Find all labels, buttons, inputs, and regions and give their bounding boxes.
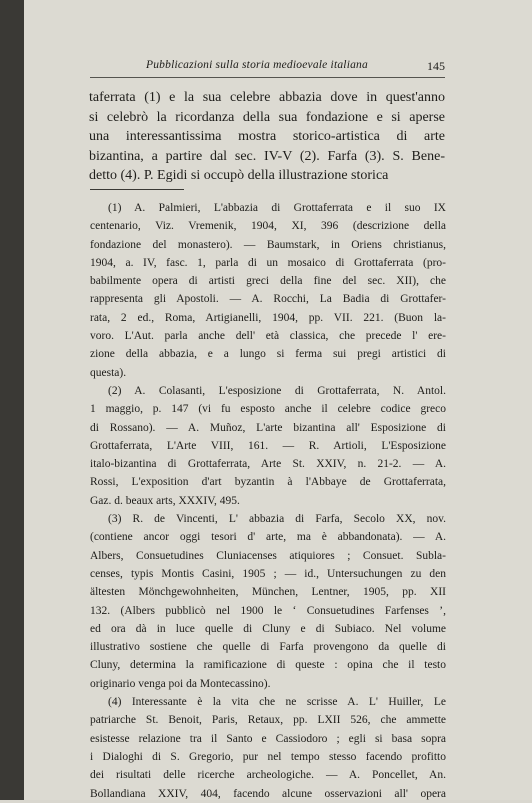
page-number: 145	[427, 59, 445, 73]
footnote-4	[90, 693, 446, 803]
footnote-line: 1 maggio, p. 147 (vi fu esposto anche il celebre codice greco	[90, 403, 446, 416]
body-line: si celebrò la ricordanza della sua fondazione e si aperse	[89, 109, 445, 125]
footnote-line: fondazione del monastero). — Baumstark, in Oriens christianus,	[90, 238, 446, 251]
footnote-line: (3) R. de Vincenti, L' abbazia di Farfa, Secolo XX, nov.	[108, 513, 446, 526]
footnote-3	[90, 510, 446, 693]
footnote-line: 132. (Albers pubblicò nel 1900 le ‘ Consuetudines Farfenses ’,	[90, 604, 446, 617]
footnote-line: illustrativo sostiene che quelle di Farfa provengono da quelle di	[90, 641, 446, 654]
header-rule	[90, 77, 445, 78]
footnote-line: patriarche St. Benoit, Paris, Retaux, pp. LXII 526, che ammette	[90, 714, 446, 727]
footnote-line: zione della abbazia, e a lungo si ferma sui pregi artistici di	[90, 348, 446, 361]
footnote-line: esistesse relazione tra il Santo e Cassiodoro ; egli si basa sopra	[90, 732, 446, 745]
footnotes	[90, 199, 446, 803]
footnote-line: (contiene ancor oggi tesori d' arte, ma è abbandonata). — A.	[90, 531, 446, 544]
footnote-line: centenario, Viz. Vremenik, 1904, XI, 396 (descrizione della	[90, 220, 446, 233]
footnote-line: questa).	[90, 366, 127, 379]
footnote-line: rappresenta gli Apostoli. — A. Rocchi, La Badia di Grottafer-	[90, 293, 446, 306]
footnote-line: dei risultati delle ricerche archeologiche. — A. Poncellet, An.	[90, 769, 446, 782]
body-line: detto (4). P. Egidi si occupò della illustrazione storica	[89, 168, 389, 183]
footnote-rule	[90, 189, 184, 190]
body-line: taferrata (1) e la sua celebre abbazia dove in quest'anno	[89, 90, 445, 105]
footnote-line: 1904, a. IV, fasc. 1, parla di un mosaico di Grottaferrata (pro-	[90, 256, 446, 269]
scan-binding-edge	[0, 0, 24, 800]
footnote-2	[90, 382, 446, 510]
footnote-line: censes, typis Montis Casini, 1905 ; — id., Untersuchungen zu den	[90, 567, 446, 580]
footnote-line: i Dialoghi di S. Gregorio, pur nel tempo stesso facendo profitto	[90, 750, 446, 763]
running-title: Pubblicazioni sulla storia medioevale italiana	[146, 59, 368, 71]
footnote-line: (1) A. Palmieri, L'abbazia di Grottaferrata e il suo IX	[108, 202, 446, 214]
footnote-line: italo-bizantina di Grottaferrata, Arte St. XXIV, n. 21-2. — A.	[90, 458, 446, 471]
footnote-line: di Rossano). — A. Muñoz, L'arte bizantina all' Esposizione di	[90, 421, 446, 434]
footnote-line: originario venga poi da Montecassino).	[90, 677, 271, 690]
footnote-line: rata, 2 ed., Roma, Artigianelli, 1904, pp. VII. 221. (Buon la-	[90, 311, 446, 324]
body-line: bizantina, a partire dal sec. IV-V (2). Farfa (3). S. Bene-	[89, 148, 445, 164]
footnote-line: Grottaferrata, L'Arte VIII, 161. — R. Artioli, L'Esposizione	[90, 439, 446, 452]
body-line: una interessantissima mostra storico-artistica di arte	[89, 129, 445, 144]
footnote-line: (4) Interessante è la vita che ne scrisse A. L' Huiller, Le	[108, 696, 446, 709]
footnote-line: babilmente opera di artisti greci della fine del sec. XII), che	[90, 275, 446, 288]
footnote-line: (2) A. Colasanti, L'esposizione di Grottaferrata, N. Antol.	[108, 384, 446, 397]
footnote-1	[90, 199, 446, 382]
footnote-line: ed ora dà in luce quelle di Cluny e di Subiaco. Nel volume	[90, 622, 446, 635]
footnote-line: ältesten Mönchgewohnheiten, München, Lentner, 1905, pp. XII	[90, 586, 446, 599]
footnote-line: voro. L'Aut. parla anche dell' età classica, che precede l' ere-	[90, 330, 446, 343]
body-paragraph	[89, 88, 445, 186]
footnote-line: Gaz. d. beaux arts, XXXIV, 495.	[90, 494, 240, 507]
footnote-line: Bollandiana XXIV, 404, facendo alcune osservazioni all' opera	[90, 787, 446, 800]
footnote-line: Cluny, determina la ramificazione di queste : opina che il testo	[90, 659, 446, 672]
footnote-line: Rossi, L'exposition d'art byzantin à l'Abbaye de Grottaferrata,	[90, 476, 446, 489]
footnote-line: Albers, Consuetudines Cluniacenses atiquiores ; Consuet. Subla-	[90, 549, 446, 562]
